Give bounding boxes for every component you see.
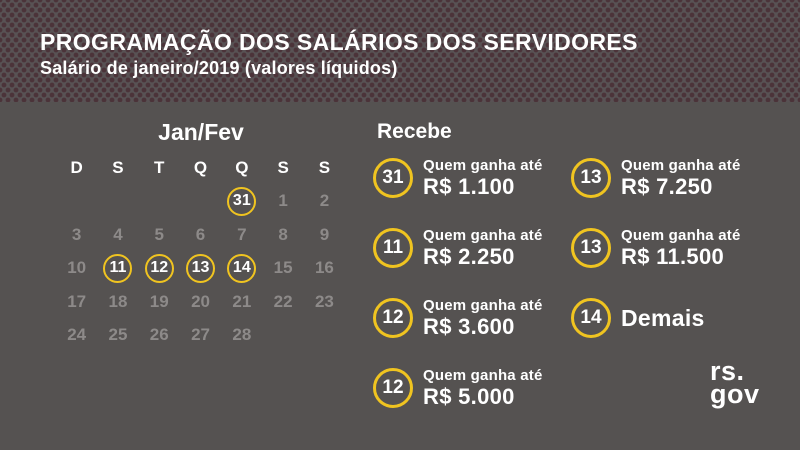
- calendar-date: 26: [149, 325, 169, 345]
- rs-gov-logo: [710, 356, 760, 409]
- schedule-item: [571, 228, 741, 268]
- logo-line-rs: rs.: [710, 356, 745, 386]
- calendar-date: 25: [108, 325, 128, 345]
- calendar-date: 20: [191, 291, 210, 311]
- schedule-column-left: [373, 158, 543, 408]
- calendar-date: 16: [314, 258, 334, 278]
- calendar-date: 2: [319, 191, 330, 211]
- calendar-date: [262, 319, 303, 353]
- calendar-day-header: Q: [235, 157, 249, 177]
- item-caption: Quem ganha até: [423, 296, 543, 314]
- schedule-item: [571, 158, 741, 198]
- header-banner: [0, 0, 800, 102]
- calendar-date: [304, 319, 345, 353]
- calendar-date: 18: [108, 291, 128, 311]
- calendar-date: 28: [232, 325, 252, 345]
- item-caption: Quem ganha até: [423, 226, 543, 244]
- item-text: [423, 228, 543, 269]
- calendar-date: 17: [67, 291, 87, 311]
- calendar-day-header: T: [154, 157, 165, 177]
- page-title: PROGRAMAÇÃO DOS SALÁRIOS DOS SERVIDORES: [40, 29, 638, 55]
- date-number: 11: [109, 259, 127, 277]
- pay-day-number: 31: [382, 167, 404, 188]
- calendar-date: 9: [319, 224, 330, 244]
- calendar-day-header: S: [277, 157, 289, 177]
- item-text: [621, 306, 705, 331]
- item-text: [621, 158, 741, 199]
- pay-day-number: 14: [580, 307, 602, 328]
- calendar-date: [97, 185, 138, 219]
- item-caption: Quem ganha até: [621, 156, 741, 174]
- item-text: [423, 298, 543, 339]
- calendar-date: 3: [71, 224, 82, 244]
- calendar-date: [139, 185, 180, 219]
- pay-day-number: 12: [382, 377, 404, 398]
- calendar-day-header: S: [318, 157, 331, 177]
- pay-day-number: 11: [382, 237, 404, 258]
- item-caption: Quem ganha até: [423, 156, 543, 174]
- item-text: [621, 228, 741, 269]
- calendar-date: 4: [113, 224, 123, 244]
- item-amount: R$ 7.250: [621, 173, 713, 199]
- item-amount: R$ 11.500: [621, 243, 725, 269]
- schedule-item: [373, 158, 543, 198]
- calendar-day-header: D: [70, 157, 83, 177]
- calendar-date-highlighted: [97, 252, 138, 286]
- calendar-date: 21: [232, 291, 252, 311]
- calendar-date: 27: [191, 325, 210, 345]
- calendar-title: Jan/Fev: [158, 119, 244, 145]
- date-number: 13: [191, 259, 210, 277]
- pay-day-badge: [373, 298, 413, 338]
- pay-day-badge: [571, 158, 611, 198]
- calendar-date-highlighted: [180, 252, 221, 286]
- item-amount: R$ 1.100: [423, 173, 515, 199]
- pay-day-badge: [571, 298, 611, 338]
- pay-day-badge: [571, 228, 611, 268]
- item-text: [423, 368, 543, 409]
- calendar-date-highlighted: [139, 252, 180, 286]
- calendar-date: 5: [154, 224, 164, 244]
- highlight-circle: [186, 254, 215, 283]
- calendar-date: 6: [195, 224, 206, 244]
- calendar-date: [180, 185, 221, 219]
- pay-day-badge: [373, 368, 413, 408]
- schedule-item: [373, 368, 543, 408]
- schedule-item: [373, 298, 543, 338]
- item-amount: R$ 5.000: [423, 383, 515, 409]
- pay-day-number: 12: [382, 307, 404, 328]
- item-caption: Quem ganha até: [621, 226, 741, 244]
- pay-day-number: 13: [580, 237, 602, 258]
- calendar-date: 19: [149, 291, 169, 311]
- pay-day-badge: [373, 158, 413, 198]
- pay-day-badge: [373, 228, 413, 268]
- schedule-item: [373, 228, 543, 268]
- calendar-date: 24: [67, 325, 87, 345]
- highlight-circle: [145, 254, 174, 283]
- item-amount: Demais: [621, 304, 705, 331]
- calendar-day-header: Q: [193, 157, 208, 177]
- highlight-circle: [103, 254, 132, 283]
- calendar-date: [56, 185, 97, 219]
- date-number: 12: [150, 259, 169, 277]
- item-amount: R$ 3.600: [423, 313, 515, 339]
- schedule-item: [571, 298, 741, 338]
- schedule-title: Recebe: [377, 120, 452, 143]
- highlight-circle: [227, 254, 256, 283]
- logo-line-gov: gov: [710, 379, 760, 409]
- calendar: [56, 151, 345, 352]
- calendar-date: 8: [278, 224, 288, 244]
- header-content: [0, 0, 800, 78]
- calendar-date: 7: [237, 224, 247, 244]
- calendar-date: 15: [273, 258, 293, 278]
- calendar-date: 1: [278, 191, 288, 211]
- item-caption: Quem ganha até: [423, 366, 543, 384]
- calendar-date-highlighted: [221, 252, 262, 286]
- date-number: 14: [232, 259, 251, 277]
- calendar-date-highlighted: [221, 185, 262, 219]
- pay-day-number: 13: [580, 167, 602, 188]
- calendar-date: 22: [273, 291, 293, 311]
- date-number: 31: [232, 192, 251, 210]
- page-subtitle: Salário de janeiro/2019 (valores líquidos): [40, 58, 398, 78]
- calendar-date: 10: [67, 258, 87, 278]
- highlight-circle: [227, 187, 256, 216]
- item-text: [423, 158, 543, 199]
- item-amount: R$ 2.250: [423, 243, 515, 269]
- calendar-day-header: S: [112, 157, 124, 177]
- schedule-column-right: [571, 158, 741, 338]
- calendar-date: 23: [314, 291, 334, 311]
